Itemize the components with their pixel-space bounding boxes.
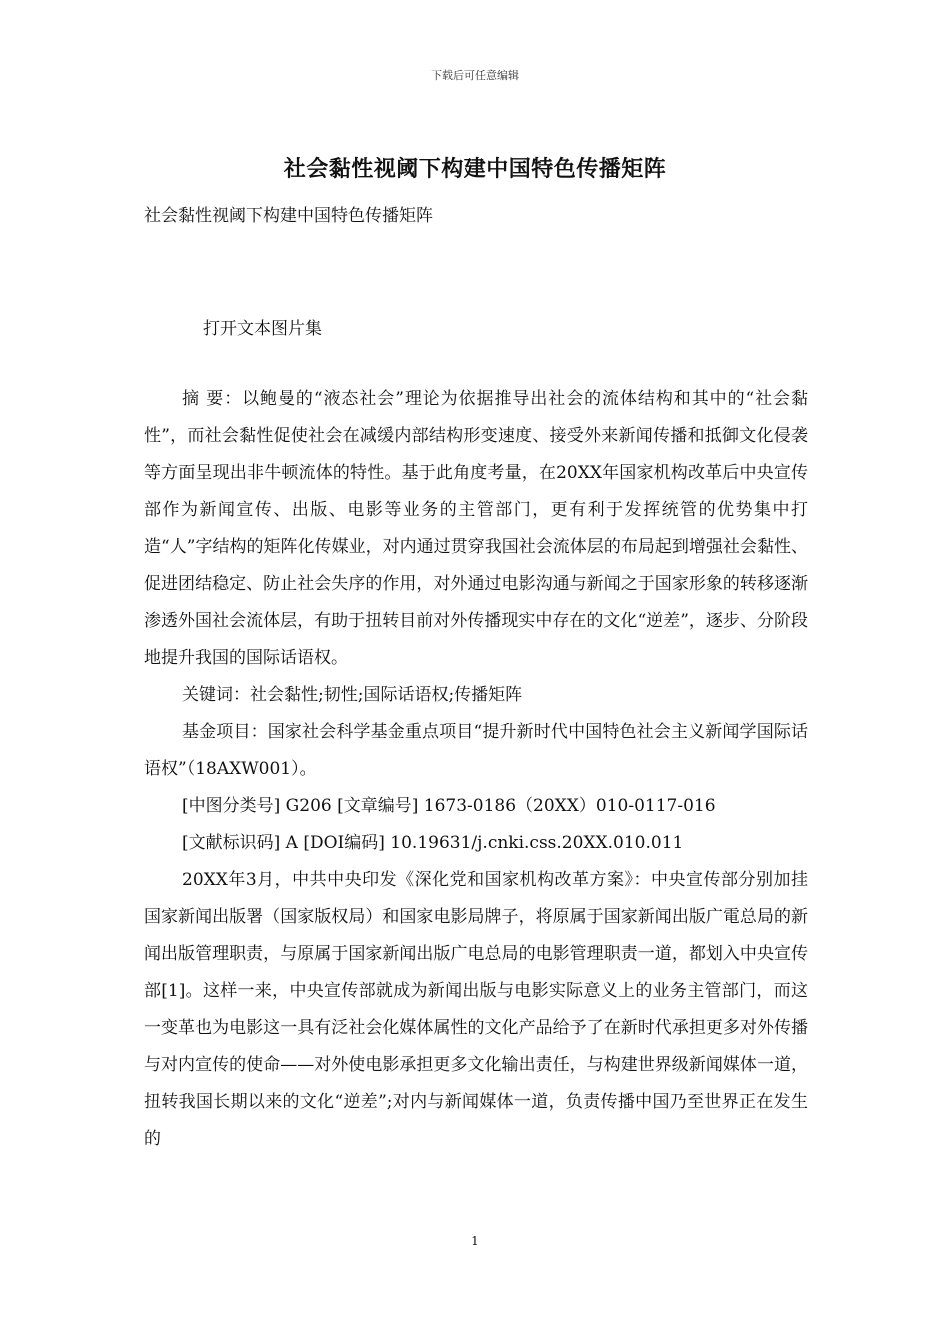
abstract-paragraph: 摘 要：以鲍曼的“液态社会”理论为依据推导出社会的流体结构和其中的“社会黏性”，而社会黏性促使社会在减缓内部结构形变速度、接受外来新闻传播和抵御文化侵袭等方面呈现出非牛顿流体的特性。基于此角度考量，在20XX年国家机构改革后中央宣传部作为新闻宣传、出版、电影等业务的主管部门，更有利于发挥统管的优势集中打造“人”字结构的矩阵化传媒业，对内通过贯穿我国社会流体层的布局起到增强社会黏性、促进团结稳定、防止社会失序的作用，对外通过电影沟通与新闻之于国家形象的转移逐渐渗透外国社会流体层，有助于扭转目前对外传播现实中存在的文化“逆差”，逐步、分阶段地提升我国的国际话语权。 [144,389,808,668]
classification-paragraph: [中图分类号] G206 [文章编号] 1673-0186（20XX）010-0117-016 [182,796,716,816]
document-subtitle: 社会黏性视阈下构建中国特色传播矩阵 [144,206,433,226]
article-body [144,381,808,1158]
body-paragraph: 20XX年3月，中共中央印发《深化党和国家机构改革方案》：中央宣传部分别加挂国家新闻出版署（国家版权局）和国家电影局牌子，将原属于国家新闻出版广電总局的新闻出版管理职责，与原属于国家新闻出版广电总局的电影管理职责一道，都划入中央宣传部[1]。这样一来，中央宣传部就成为新闻出版与电影实际意义上的业务主管部门，而这一变革也为电影这一具有泛社会化媒体属性的文化产品给予了在新时代承担更多对外传播与对内宣传的使命——对外使电影承担更多文化输出责任，与构建世界级新闻媒体一道，扭转我国长期以来的文化“逆差”;对内与新闻媒体一道，负责传播中国乃至世界正在发生的 [144,870,808,1149]
header-note: 下载后可任意编辑 [431,69,519,82]
open-gallery-link[interactable]: 打开文本图片集 [203,319,322,339]
page-number: 1 [471,1234,479,1248]
doi-paragraph: [文献标识码] A [DOI编码] 10.19631/j.cnki.css.20XX.010.011 [182,833,684,853]
document-title: 社会黏性视阈下构建中国特色传播矩阵 [283,157,667,182]
keywords-paragraph: 关键词：社会黏性;韧性;国际话语权;传播矩阵 [182,685,523,705]
funding-paragraph: 基金项目：国家社会科学基金重点项目“提升新时代中国特色社会主义新闻学国际话语权”（18AXW001）。 [144,722,808,779]
